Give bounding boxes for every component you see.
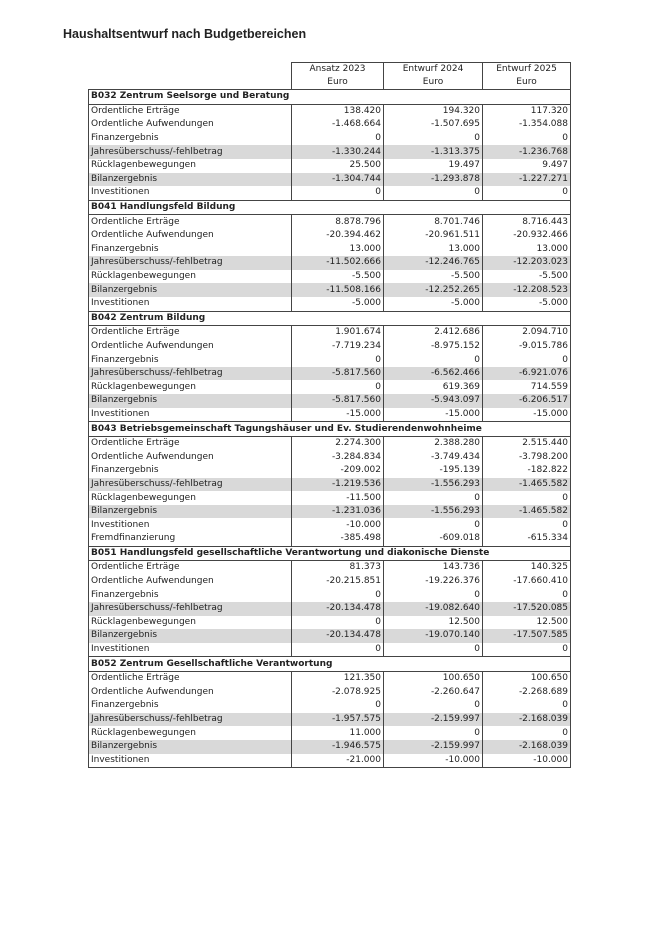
row-value-2025: -12.208.523 bbox=[483, 283, 571, 297]
row-label: Investitionen bbox=[89, 518, 292, 532]
row-label: Rücklagenbewegungen bbox=[89, 380, 292, 394]
header-year-2023: Ansatz 2023 bbox=[292, 63, 384, 77]
table-row bbox=[89, 464, 571, 478]
row-value-2024: 143.736 bbox=[384, 561, 483, 575]
row-label: Ordentliche Aufwendungen bbox=[89, 575, 292, 589]
row-value-2024: -5.000 bbox=[384, 297, 483, 311]
row-value-2025: -15.000 bbox=[483, 408, 571, 422]
row-value-2023: -11.508.166 bbox=[292, 283, 384, 297]
row-label: Ordentliche Aufwendungen bbox=[89, 118, 292, 132]
table-row bbox=[89, 602, 571, 616]
row-label: Rücklagenbewegungen bbox=[89, 726, 292, 740]
row-value-2023: 0 bbox=[292, 186, 384, 200]
table-row bbox=[89, 173, 571, 187]
row-value-2024: -19.082.640 bbox=[384, 602, 483, 616]
row-value-2024: -1.313.375 bbox=[384, 145, 483, 159]
row-value-2025: 0 bbox=[483, 643, 571, 657]
row-value-2023: 2.274.300 bbox=[292, 436, 384, 450]
row-value-2023: -3.284.834 bbox=[292, 450, 384, 464]
row-value-2025: 0 bbox=[483, 518, 571, 532]
table-row bbox=[89, 145, 571, 159]
table-row bbox=[89, 436, 571, 450]
row-label: Bilanzergebnis bbox=[89, 629, 292, 643]
row-value-2025: 0 bbox=[483, 491, 571, 505]
row-label: Rücklagenbewegungen bbox=[89, 270, 292, 284]
row-value-2024: -15.000 bbox=[384, 408, 483, 422]
row-value-2023: -7.719.234 bbox=[292, 340, 384, 354]
table-row bbox=[89, 491, 571, 505]
table-row bbox=[89, 686, 571, 700]
table-row bbox=[89, 726, 571, 740]
row-value-2023: 0 bbox=[292, 699, 384, 713]
table-row bbox=[89, 699, 571, 713]
table-row bbox=[89, 671, 571, 685]
row-value-2023: -2.078.925 bbox=[292, 686, 384, 700]
header-unit-2024: Euro bbox=[384, 76, 483, 90]
row-value-2023: -20.394.462 bbox=[292, 229, 384, 243]
row-value-2024: -10.000 bbox=[384, 754, 483, 768]
row-label: Ordentliche Aufwendungen bbox=[89, 340, 292, 354]
row-value-2023: 0 bbox=[292, 643, 384, 657]
row-label: Jahresüberschuss/-fehlbetrag bbox=[89, 367, 292, 381]
row-value-2025: -6.921.076 bbox=[483, 367, 571, 381]
header-year-2025: Entwurf 2025 bbox=[483, 63, 571, 77]
table-row bbox=[89, 588, 571, 602]
row-value-2023: -10.000 bbox=[292, 518, 384, 532]
row-value-2023: 0 bbox=[292, 132, 384, 146]
table-row bbox=[89, 215, 571, 229]
row-value-2024: 0 bbox=[384, 518, 483, 532]
row-value-2024: 0 bbox=[384, 588, 483, 602]
row-value-2025: -1.227.271 bbox=[483, 173, 571, 187]
table-row bbox=[89, 104, 571, 118]
table-row bbox=[89, 186, 571, 200]
header-row-years bbox=[89, 63, 571, 77]
row-value-2023: -5.500 bbox=[292, 270, 384, 284]
row-value-2025: -1.465.582 bbox=[483, 505, 571, 519]
row-label: Finanzergebnis bbox=[89, 132, 292, 146]
table-row bbox=[89, 505, 571, 519]
row-value-2025: 0 bbox=[483, 588, 571, 602]
row-value-2025: 0 bbox=[483, 699, 571, 713]
row-label: Ordentliche Erträge bbox=[89, 326, 292, 340]
header-year-2024: Entwurf 2024 bbox=[384, 63, 483, 77]
row-value-2024: -195.139 bbox=[384, 464, 483, 478]
row-value-2023: -11.502.666 bbox=[292, 256, 384, 270]
row-value-2023: -1.304.744 bbox=[292, 173, 384, 187]
row-value-2025: -5.000 bbox=[483, 297, 571, 311]
row-value-2024: -8.975.152 bbox=[384, 340, 483, 354]
row-label: Fremdfinanzierung bbox=[89, 532, 292, 546]
row-value-2024: 194.320 bbox=[384, 104, 483, 118]
budget-table bbox=[88, 62, 571, 768]
table-row bbox=[89, 518, 571, 532]
row-label: Bilanzergebnis bbox=[89, 283, 292, 297]
row-value-2025: 12.500 bbox=[483, 616, 571, 630]
row-value-2025: 0 bbox=[483, 353, 571, 367]
section-header-row bbox=[89, 546, 571, 561]
table-row bbox=[89, 643, 571, 657]
header-blank bbox=[89, 63, 292, 77]
row-value-2025: -9.015.786 bbox=[483, 340, 571, 354]
row-value-2024: -5.500 bbox=[384, 270, 483, 284]
row-label: Finanzergebnis bbox=[89, 588, 292, 602]
row-label: Ordentliche Aufwendungen bbox=[89, 686, 292, 700]
page-title: Haushaltsentwurf nach Budgetbereichen bbox=[63, 27, 307, 41]
row-value-2024: -2.159.997 bbox=[384, 740, 483, 754]
row-label: Rücklagenbewegungen bbox=[89, 616, 292, 630]
row-value-2023: 1.901.674 bbox=[292, 326, 384, 340]
table-body bbox=[89, 90, 571, 768]
row-label: Investitionen bbox=[89, 408, 292, 422]
row-value-2024: 12.500 bbox=[384, 616, 483, 630]
row-value-2024: 2.412.686 bbox=[384, 326, 483, 340]
row-value-2023: -1.219.536 bbox=[292, 478, 384, 492]
row-value-2023: -11.500 bbox=[292, 491, 384, 505]
row-value-2024: -1.556.293 bbox=[384, 478, 483, 492]
row-label: Bilanzergebnis bbox=[89, 394, 292, 408]
row-value-2024: -1.293.878 bbox=[384, 173, 483, 187]
row-value-2025: 8.716.443 bbox=[483, 215, 571, 229]
row-label: Jahresüberschuss/-fehlbetrag bbox=[89, 602, 292, 616]
row-value-2024: -609.018 bbox=[384, 532, 483, 546]
row-value-2023: -5.000 bbox=[292, 297, 384, 311]
row-label: Investitionen bbox=[89, 643, 292, 657]
row-value-2024: 0 bbox=[384, 699, 483, 713]
row-value-2023: 8.878.796 bbox=[292, 215, 384, 229]
row-value-2024: -19.070.140 bbox=[384, 629, 483, 643]
section-title: B043 Betriebsgemeinschaft Tagungshäuser und Ev. Studierendenwohnheime bbox=[89, 422, 571, 437]
table-row bbox=[89, 450, 571, 464]
row-value-2025: 2.515.440 bbox=[483, 436, 571, 450]
row-value-2023: -1.330.244 bbox=[292, 145, 384, 159]
row-value-2025: -3.798.200 bbox=[483, 450, 571, 464]
row-value-2024: -19.226.376 bbox=[384, 575, 483, 589]
table-row bbox=[89, 478, 571, 492]
row-label: Finanzergebnis bbox=[89, 464, 292, 478]
row-label: Ordentliche Erträge bbox=[89, 671, 292, 685]
row-label: Ordentliche Aufwendungen bbox=[89, 229, 292, 243]
row-value-2024: -1.507.695 bbox=[384, 118, 483, 132]
row-label: Ordentliche Erträge bbox=[89, 436, 292, 450]
row-value-2024: -12.252.265 bbox=[384, 283, 483, 297]
row-value-2025: -1.236.768 bbox=[483, 145, 571, 159]
row-label: Investitionen bbox=[89, 186, 292, 200]
table-row bbox=[89, 256, 571, 270]
row-value-2023: -5.817.560 bbox=[292, 367, 384, 381]
row-value-2025: 13.000 bbox=[483, 243, 571, 257]
row-value-2024: -6.562.466 bbox=[384, 367, 483, 381]
row-value-2025: -2.268.689 bbox=[483, 686, 571, 700]
row-label: Jahresüberschuss/-fehlbetrag bbox=[89, 478, 292, 492]
row-value-2024: 2.388.280 bbox=[384, 436, 483, 450]
table-row bbox=[89, 754, 571, 768]
section-title: B051 Handlungsfeld gesellschaftliche Verantwortung und diakonische Dienste bbox=[89, 546, 571, 561]
header-unit-2023: Euro bbox=[292, 76, 384, 90]
row-value-2023: -1.468.664 bbox=[292, 118, 384, 132]
row-value-2024: -3.749.434 bbox=[384, 450, 483, 464]
row-value-2023: -1.957.575 bbox=[292, 713, 384, 727]
row-value-2025: -12.203.023 bbox=[483, 256, 571, 270]
section-header-row bbox=[89, 90, 571, 105]
row-label: Bilanzergebnis bbox=[89, 740, 292, 754]
table-row bbox=[89, 353, 571, 367]
row-label: Jahresüberschuss/-fehlbetrag bbox=[89, 713, 292, 727]
section-header-row bbox=[89, 657, 571, 672]
row-label: Finanzergebnis bbox=[89, 699, 292, 713]
row-value-2024: 0 bbox=[384, 643, 483, 657]
table-row bbox=[89, 159, 571, 173]
row-label: Finanzergebnis bbox=[89, 243, 292, 257]
table-row bbox=[89, 629, 571, 643]
row-value-2023: -1.231.036 bbox=[292, 505, 384, 519]
row-label: Jahresüberschuss/-fehlbetrag bbox=[89, 256, 292, 270]
row-value-2023: -15.000 bbox=[292, 408, 384, 422]
row-value-2025: -182.822 bbox=[483, 464, 571, 478]
section-title: B052 Zentrum Gesellschaftliche Verantwortung bbox=[89, 657, 571, 672]
row-label: Rücklagenbewegungen bbox=[89, 491, 292, 505]
row-label: Bilanzergebnis bbox=[89, 505, 292, 519]
row-value-2025: 2.094.710 bbox=[483, 326, 571, 340]
row-value-2023: -20.215.851 bbox=[292, 575, 384, 589]
row-value-2023: 0 bbox=[292, 616, 384, 630]
table-row bbox=[89, 532, 571, 546]
table-row bbox=[89, 561, 571, 575]
row-label: Investitionen bbox=[89, 754, 292, 768]
row-value-2023: 25.500 bbox=[292, 159, 384, 173]
row-value-2025: 100.650 bbox=[483, 671, 571, 685]
table-row bbox=[89, 118, 571, 132]
row-value-2024: -1.556.293 bbox=[384, 505, 483, 519]
row-value-2023: 138.420 bbox=[292, 104, 384, 118]
row-value-2024: 0 bbox=[384, 186, 483, 200]
header-unit-2025: Euro bbox=[483, 76, 571, 90]
table-row bbox=[89, 229, 571, 243]
row-value-2024: -5.943.097 bbox=[384, 394, 483, 408]
row-value-2024: 0 bbox=[384, 726, 483, 740]
row-value-2024: -2.159.997 bbox=[384, 713, 483, 727]
row-value-2023: -5.817.560 bbox=[292, 394, 384, 408]
row-value-2023: 11.000 bbox=[292, 726, 384, 740]
row-value-2023: 0 bbox=[292, 588, 384, 602]
row-label: Ordentliche Erträge bbox=[89, 215, 292, 229]
table-row bbox=[89, 740, 571, 754]
row-value-2024: 13.000 bbox=[384, 243, 483, 257]
row-value-2025: 0 bbox=[483, 726, 571, 740]
row-label: Rücklagenbewegungen bbox=[89, 159, 292, 173]
header-row-units bbox=[89, 76, 571, 90]
row-label: Ordentliche Erträge bbox=[89, 561, 292, 575]
row-value-2024: 0 bbox=[384, 132, 483, 146]
table-row bbox=[89, 283, 571, 297]
row-value-2025: -615.334 bbox=[483, 532, 571, 546]
row-label: Ordentliche Erträge bbox=[89, 104, 292, 118]
row-value-2025: -17.520.085 bbox=[483, 602, 571, 616]
row-value-2023: -20.134.478 bbox=[292, 602, 384, 616]
row-label: Jahresüberschuss/-fehlbetrag bbox=[89, 145, 292, 159]
row-label: Finanzergebnis bbox=[89, 353, 292, 367]
row-value-2024: 0 bbox=[384, 353, 483, 367]
row-value-2024: 100.650 bbox=[384, 671, 483, 685]
row-value-2023: -20.134.478 bbox=[292, 629, 384, 643]
row-value-2025: -17.660.410 bbox=[483, 575, 571, 589]
row-value-2025: -6.206.517 bbox=[483, 394, 571, 408]
table-row bbox=[89, 132, 571, 146]
row-value-2024: 19.497 bbox=[384, 159, 483, 173]
row-value-2025: -17.507.585 bbox=[483, 629, 571, 643]
row-label: Ordentliche Aufwendungen bbox=[89, 450, 292, 464]
table-row bbox=[89, 394, 571, 408]
table-row bbox=[89, 270, 571, 284]
row-value-2023: 0 bbox=[292, 380, 384, 394]
table-row bbox=[89, 340, 571, 354]
row-value-2023: -209.002 bbox=[292, 464, 384, 478]
row-value-2024: -20.961.511 bbox=[384, 229, 483, 243]
row-value-2025: 0 bbox=[483, 132, 571, 146]
row-value-2025: -5.500 bbox=[483, 270, 571, 284]
row-value-2025: 140.325 bbox=[483, 561, 571, 575]
table-row bbox=[89, 367, 571, 381]
table-row bbox=[89, 243, 571, 257]
row-value-2024: -2.260.647 bbox=[384, 686, 483, 700]
row-value-2025: -2.168.039 bbox=[483, 740, 571, 754]
header-blank bbox=[89, 76, 292, 90]
row-value-2024: 8.701.746 bbox=[384, 215, 483, 229]
row-value-2024: -12.246.765 bbox=[384, 256, 483, 270]
section-header-row bbox=[89, 422, 571, 437]
table-row bbox=[89, 326, 571, 340]
section-title: B041 Handlungsfeld Bildung bbox=[89, 200, 571, 215]
section-header-row bbox=[89, 311, 571, 326]
row-value-2025: -1.465.582 bbox=[483, 478, 571, 492]
row-value-2023: -21.000 bbox=[292, 754, 384, 768]
row-value-2023: -1.946.575 bbox=[292, 740, 384, 754]
row-value-2023: 81.373 bbox=[292, 561, 384, 575]
section-title: B032 Zentrum Seelsorge und Beratung bbox=[89, 90, 571, 105]
row-value-2023: -385.498 bbox=[292, 532, 384, 546]
row-value-2025: -2.168.039 bbox=[483, 713, 571, 727]
table-row bbox=[89, 713, 571, 727]
row-label: Investitionen bbox=[89, 297, 292, 311]
row-value-2025: 117.320 bbox=[483, 104, 571, 118]
row-value-2025: 9.497 bbox=[483, 159, 571, 173]
row-value-2024: 619.369 bbox=[384, 380, 483, 394]
row-value-2025: 0 bbox=[483, 186, 571, 200]
table-row bbox=[89, 408, 571, 422]
section-header-row bbox=[89, 200, 571, 215]
row-value-2025: -10.000 bbox=[483, 754, 571, 768]
row-value-2023: 0 bbox=[292, 353, 384, 367]
row-value-2025: -20.932.466 bbox=[483, 229, 571, 243]
table-row bbox=[89, 297, 571, 311]
row-value-2025: -1.354.088 bbox=[483, 118, 571, 132]
table-row bbox=[89, 575, 571, 589]
row-value-2025: 714.559 bbox=[483, 380, 571, 394]
row-value-2023: 121.350 bbox=[292, 671, 384, 685]
row-value-2024: 0 bbox=[384, 491, 483, 505]
table-row bbox=[89, 380, 571, 394]
row-label: Bilanzergebnis bbox=[89, 173, 292, 187]
row-value-2023: 13.000 bbox=[292, 243, 384, 257]
table-row bbox=[89, 616, 571, 630]
section-title: B042 Zentrum Bildung bbox=[89, 311, 571, 326]
